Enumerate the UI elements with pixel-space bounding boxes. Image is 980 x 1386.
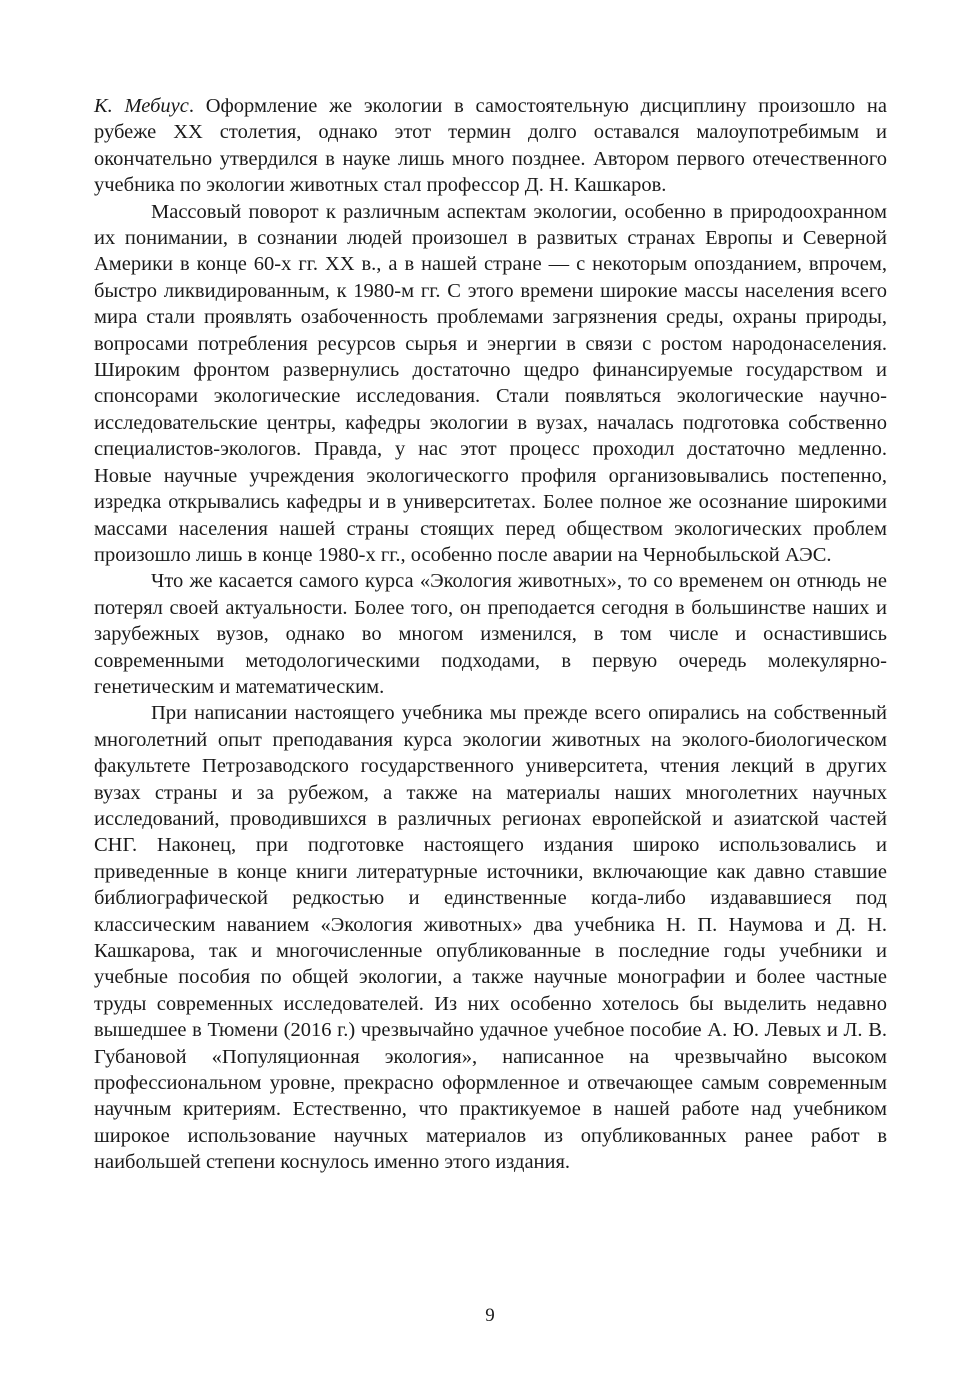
paragraph-2: Массовый поворот к различным аспектам экологии, особенно в природоохранном их понимании, в сознании людей произошел в развитых странах Европы и Северной Америки в конце 60-х гг. XX в., а в нашей стране — с некоторым опозданием, впрочем, быстро ликвидированным, к 1980-м гг. С этого времени широкие массы населения всего мира стали проявлять озабоченность проблемами загрязнения среды, охраны природы, вопросами потребления ресурсов сырья и энергии в связи с ростом народонаселения. Широким фронтом развернулись достаточно щедро финансируемые государством и спонсорами экологические исследования. Стали появляться экологические научно-исследовательские центры, кафедры экологии в вузах, началась подготовка собственно специалистов-экологов. Правда, у нас этот процесс проходил достаточно медленно. Новые научные учреждения экологическогго профиля организовывались постепенно, изредка открывались кафедры и в университетах. Более полное же осознание широкими массами населения нашей страны стоящих перед обществом экологических проблем произошло лишь в конце 1980-х гг., особенно после аварии на Чернобыльской АЭС. xyxy=(94,200,887,566)
paragraph-1-text: . Оформление же экологии в самостоятельную дисциплину произошло на рубеже XX столетия, однако этот термин долго оставался малоупотребимым и окончательно утвердился в науке лишь много позднее. Автором первого отечественного учебника по экологии животных стал профессор Д. Н. Кашкаров. xyxy=(94,95,887,197)
paragraph-1 xyxy=(94,93,887,199)
author-name-italic: К. Мебиус xyxy=(94,95,189,117)
page-number: 9 xyxy=(485,1305,495,1326)
document-page xyxy=(94,93,887,1176)
paragraph-3: Что же касается самого курса «Экология животных», то со временем он отнюдь не потерял своей актуальности. Более того, он преподается сегодня в большинстве наших и зарубежных вузов, однако во многом изменился, в том числе и оснастившись современными методологическими подходами, в первую очередь молекулярно-генетическим и математическим. xyxy=(94,570,887,698)
paragraph-4: При написании настоящего учебника мы прежде всего опирались на собственный многолетний опыт преподавания курса экологии животных на эколого-биологическом факультете Петрозаводского государственного университета, чтения лекций в других вузах страны и за рубежом, а также на материалы наших многолетних научных исследований, проводившихся в различных регионах европейской и азиатской частей СНГ. Наконец, при подготовке настоящего издания широко использовались и приведенные в конце книги литературные источники, включающие как давно ставшие библиографической редкостью и единственные когда-либо издававшиеся под классическим наванием «Экология животных» два учебника Н. П. Наумова и Д. Н. Кашкарова, так и многочисленные опубликованные в последние годы учебники и учебные пособия по общей экологии, а также научные монографии и более частные труды современных исследователей. Из них особенно хотелось бы выделить недавно вышедшее в Тюмени (2016 г.) чрезвычайно удачное учебное пособие А. Ю. Левых и Л. В. Губановой «Популяционная экология», написанное на чрезвычайно высоком профессиональном уровне, прекрасно оформленное и отвечающее самым современным научным критериям. Естественно, что практикуемое в нашей работе над учебником широкое использование научных материалов из опубликованных ранее работ в наибольшей степени коснулось именно этого издания. xyxy=(94,702,887,1174)
